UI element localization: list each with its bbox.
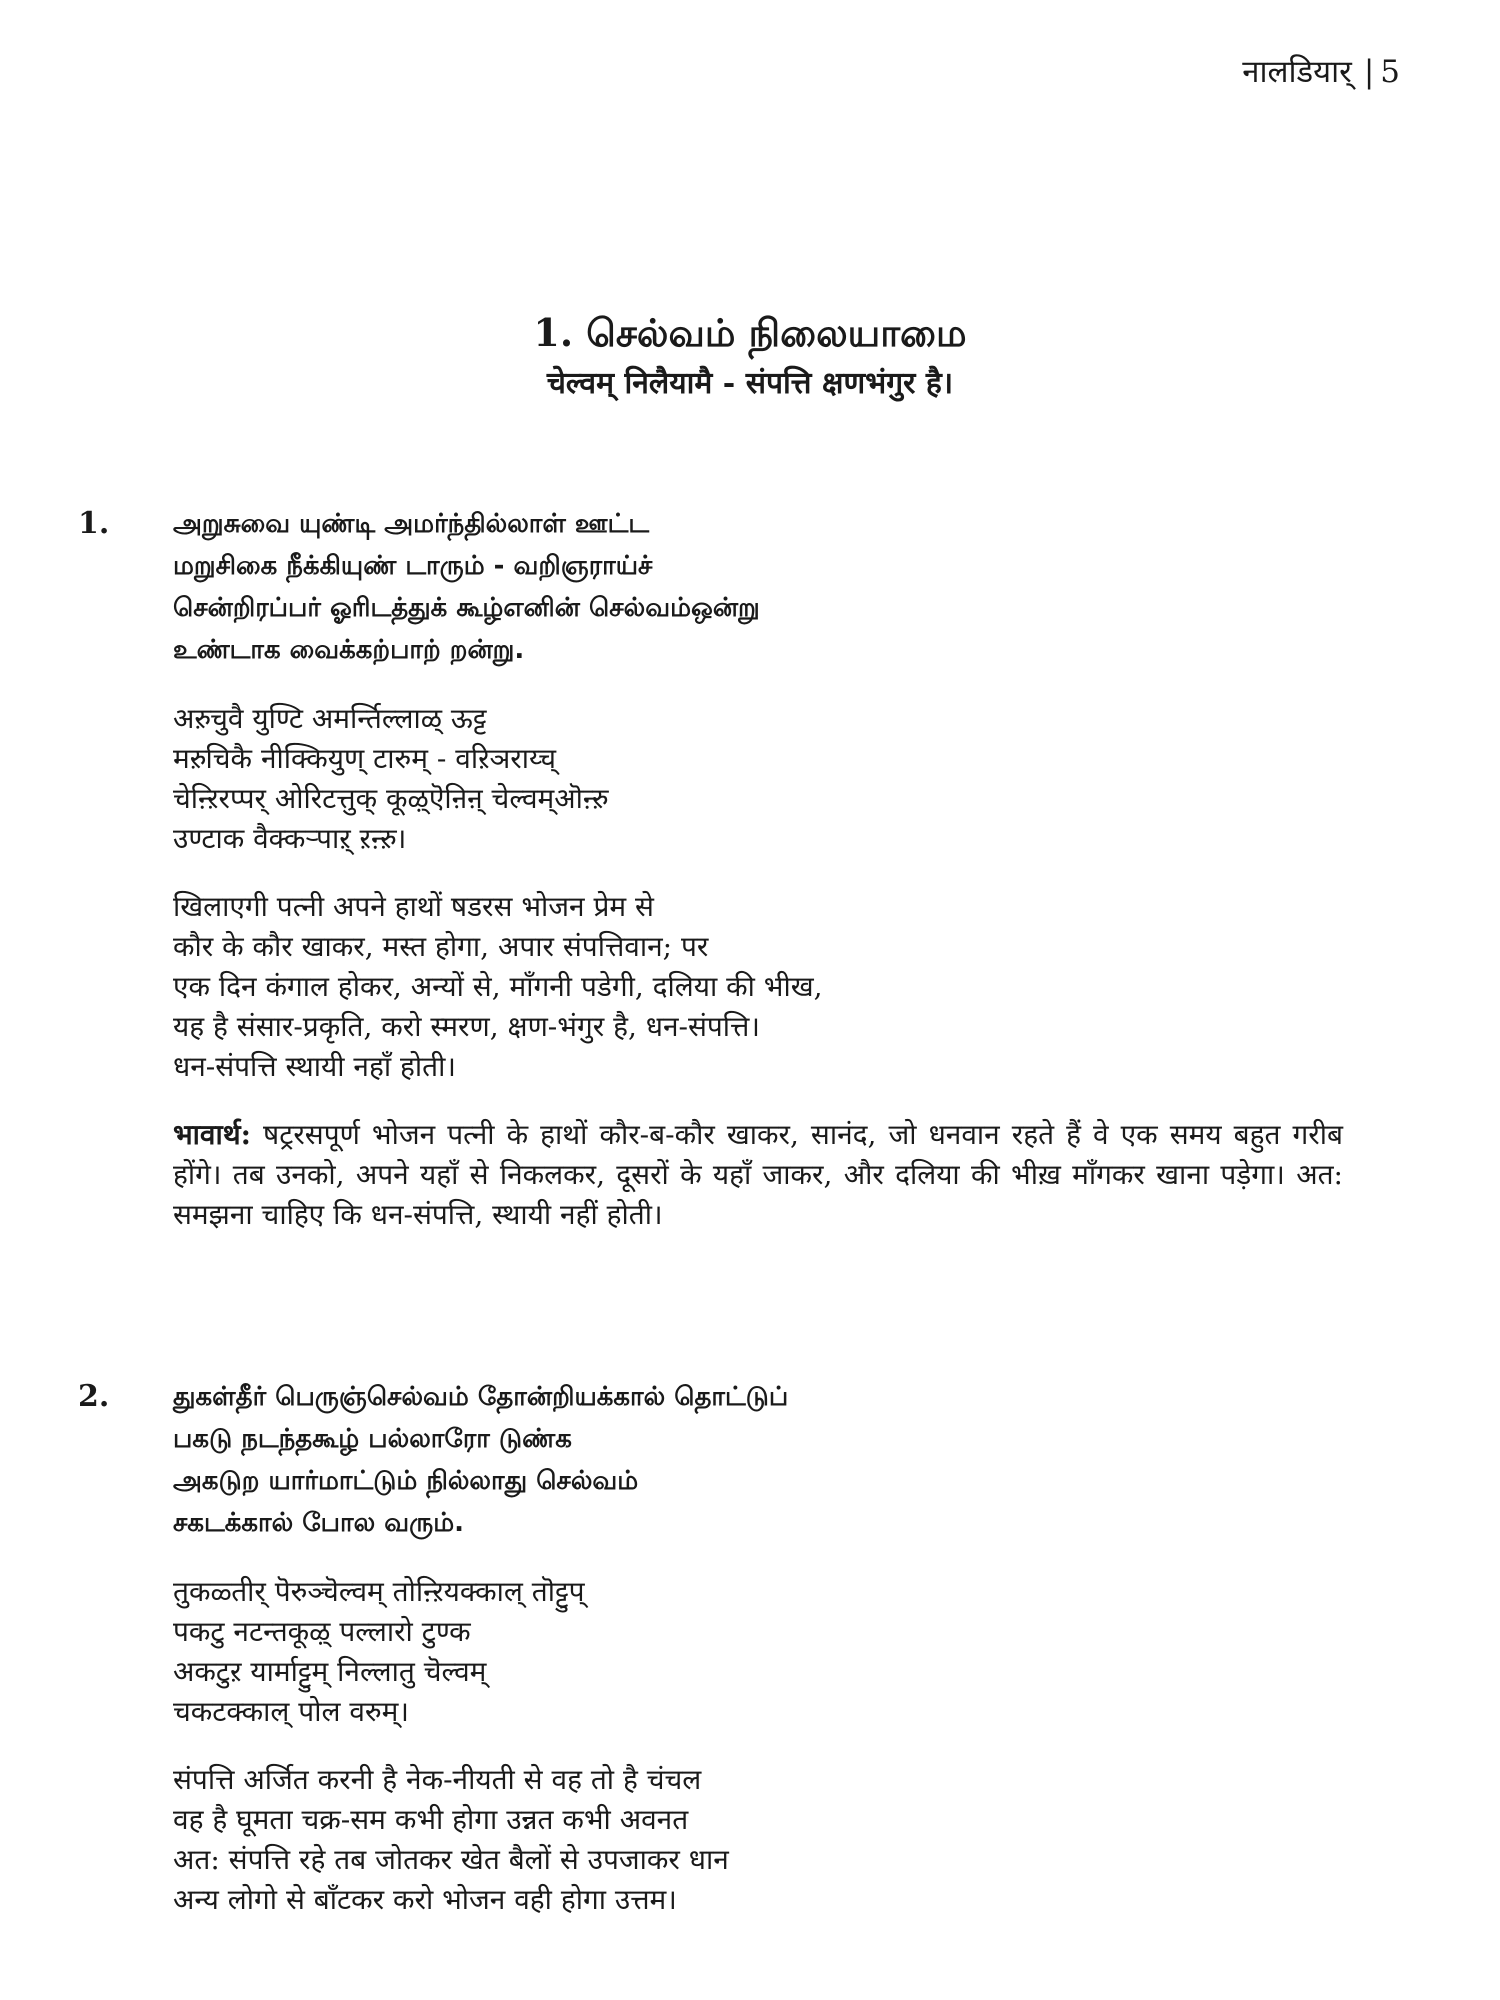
hindi-line: खिलाएगी पत्नी अपने हाथों षडरस भोजन प्रेम से [173, 890, 654, 923]
tamil-line: அறுசுவை யுண்டி அமர்ந்தில்லாள் ஊட்ட [173, 509, 650, 539]
hindi-translation [173, 887, 1418, 1087]
verse-number: 2. [78, 1379, 110, 1414]
translit-line: अकटुऱ यार्माट्टुम् निल्लातु चॆल्वम् [173, 1655, 487, 1688]
translit-line: पकटु नटन्तकूऴ् पल्लारो टुण्क [173, 1615, 471, 1648]
verse-1 [78, 503, 1418, 1235]
page-number: 5 [1380, 54, 1400, 90]
tamil-line: சென்றிரப்பர் ஓரிடத்துக் கூழ்எனின் செல்வம்ஒன்று [173, 593, 760, 623]
hindi-line: अन्य लोगो से बाँटकर करो भोजन वही होगा उत्तम। [173, 1883, 677, 1916]
tamil-line: சகடக்கால் போல வரும். [173, 1508, 465, 1538]
hindi-line: संपत्ति अर्जित करनी है नेक-नीयती से वह तो है चंचल [173, 1763, 702, 1796]
meaning-label: भावार्थ: [173, 1118, 251, 1151]
hindi-line: धन-संपत्ति स्थायी नहाँ होती। [173, 1050, 456, 1083]
page-header [1242, 52, 1400, 92]
header-separator: | [1363, 54, 1375, 90]
verse-number: 1. [78, 506, 110, 541]
tamil-verse [173, 503, 1418, 671]
tamil-line: மறுசிகை நீக்கியுண் டாரும் - வறிஞராய்ச் [173, 551, 653, 581]
verse-2 [78, 1376, 1418, 1920]
transliteration [173, 1572, 1418, 1732]
meaning-text: षट्ररसपूर्ण भोजन पत्नी के हाथों कौर-ब-कौर खाकर, सानंद, जो धनवान रहते हैं वे एक समय बहुत गरीब होंगे। तब उनको, अपने यहाँ से निकलकर, दूसरों के यहाँ जाकर, और दलिया की भीख़ माँगकर खाना पड़ेगा। अत: समझना चाहिए कि धन-संपत्ति, स्थायी नहीं होती। [173, 1118, 1343, 1231]
hindi-line: कौर के कौर खाकर, मस्त होगा, अपार संपत्तिवान; पर [173, 930, 709, 963]
translit-line: उण्टाक वैक्कऱ्पाऱ् ऱऩ्ऱु। [173, 822, 407, 855]
verse-meaning [173, 1115, 1343, 1235]
translit-line: चकटक्काल् पोल वरुम्। [173, 1695, 410, 1728]
hindi-line: वह है घूमता चक्र-सम कभी होगा उन्नत कभी अवनत [173, 1803, 689, 1836]
chapter-heading [0, 308, 1500, 406]
transliteration [173, 699, 1418, 859]
book-title: नालडियार् [1242, 54, 1352, 90]
chapter-subtitle: चेल्वम् निलैयामै - संपत्ति क्षणभंगुर है। [546, 366, 954, 401]
hindi-line: यह है संसार-प्रकृति, करो स्मरण, क्षण-भंगुर है, धन-संपत्ति। [173, 1010, 761, 1043]
translit-line: अऱुचुवै युण्टि अमर्न्तिल्लाळ् ऊट्ट [173, 702, 487, 735]
translit-line: चेऩ्ऱिरप्पर् ओरिटत्तुक् कूऴ्ऎऩिऩ् चेल्वम्ऒऩ्ऱु [173, 782, 608, 815]
hindi-line: एक दिन कंगाल होकर, अन्यों से, माँगनी पडेगी, दलिया की भीख, [173, 970, 823, 1003]
chapter-title: 1. செல்வம் நிலையாமை [533, 310, 967, 355]
translit-line: मऱुचिकै नीक्कियुण् टारुम् - वऱिञराय्च् [173, 742, 556, 775]
tamil-line: துகள்தீர் பெருஞ்செல்வம் தோன்றியக்கால் தொட்டுப் [173, 1382, 789, 1412]
tamil-line: உண்டாக வைக்கற்பாற் றன்று. [173, 635, 525, 665]
tamil-verse [173, 1376, 1418, 1544]
tamil-line: அகடுற யார்மாட்டும் நில்லாது செல்வம் [173, 1466, 639, 1496]
hindi-translation [173, 1760, 1418, 1920]
tamil-line: பகடு நடந்தகூழ் பல்லாரோ டுண்க [173, 1424, 572, 1454]
translit-line: तुकळ्तीर् पॆरुञ्चॆल्वम् तोऩ्ऱियक्काल् तॊट्टुप् [173, 1575, 585, 1608]
hindi-line: अत: संपत्ति रहे तब जोतकर खेत बैलों से उपजाकर धान [173, 1843, 729, 1876]
